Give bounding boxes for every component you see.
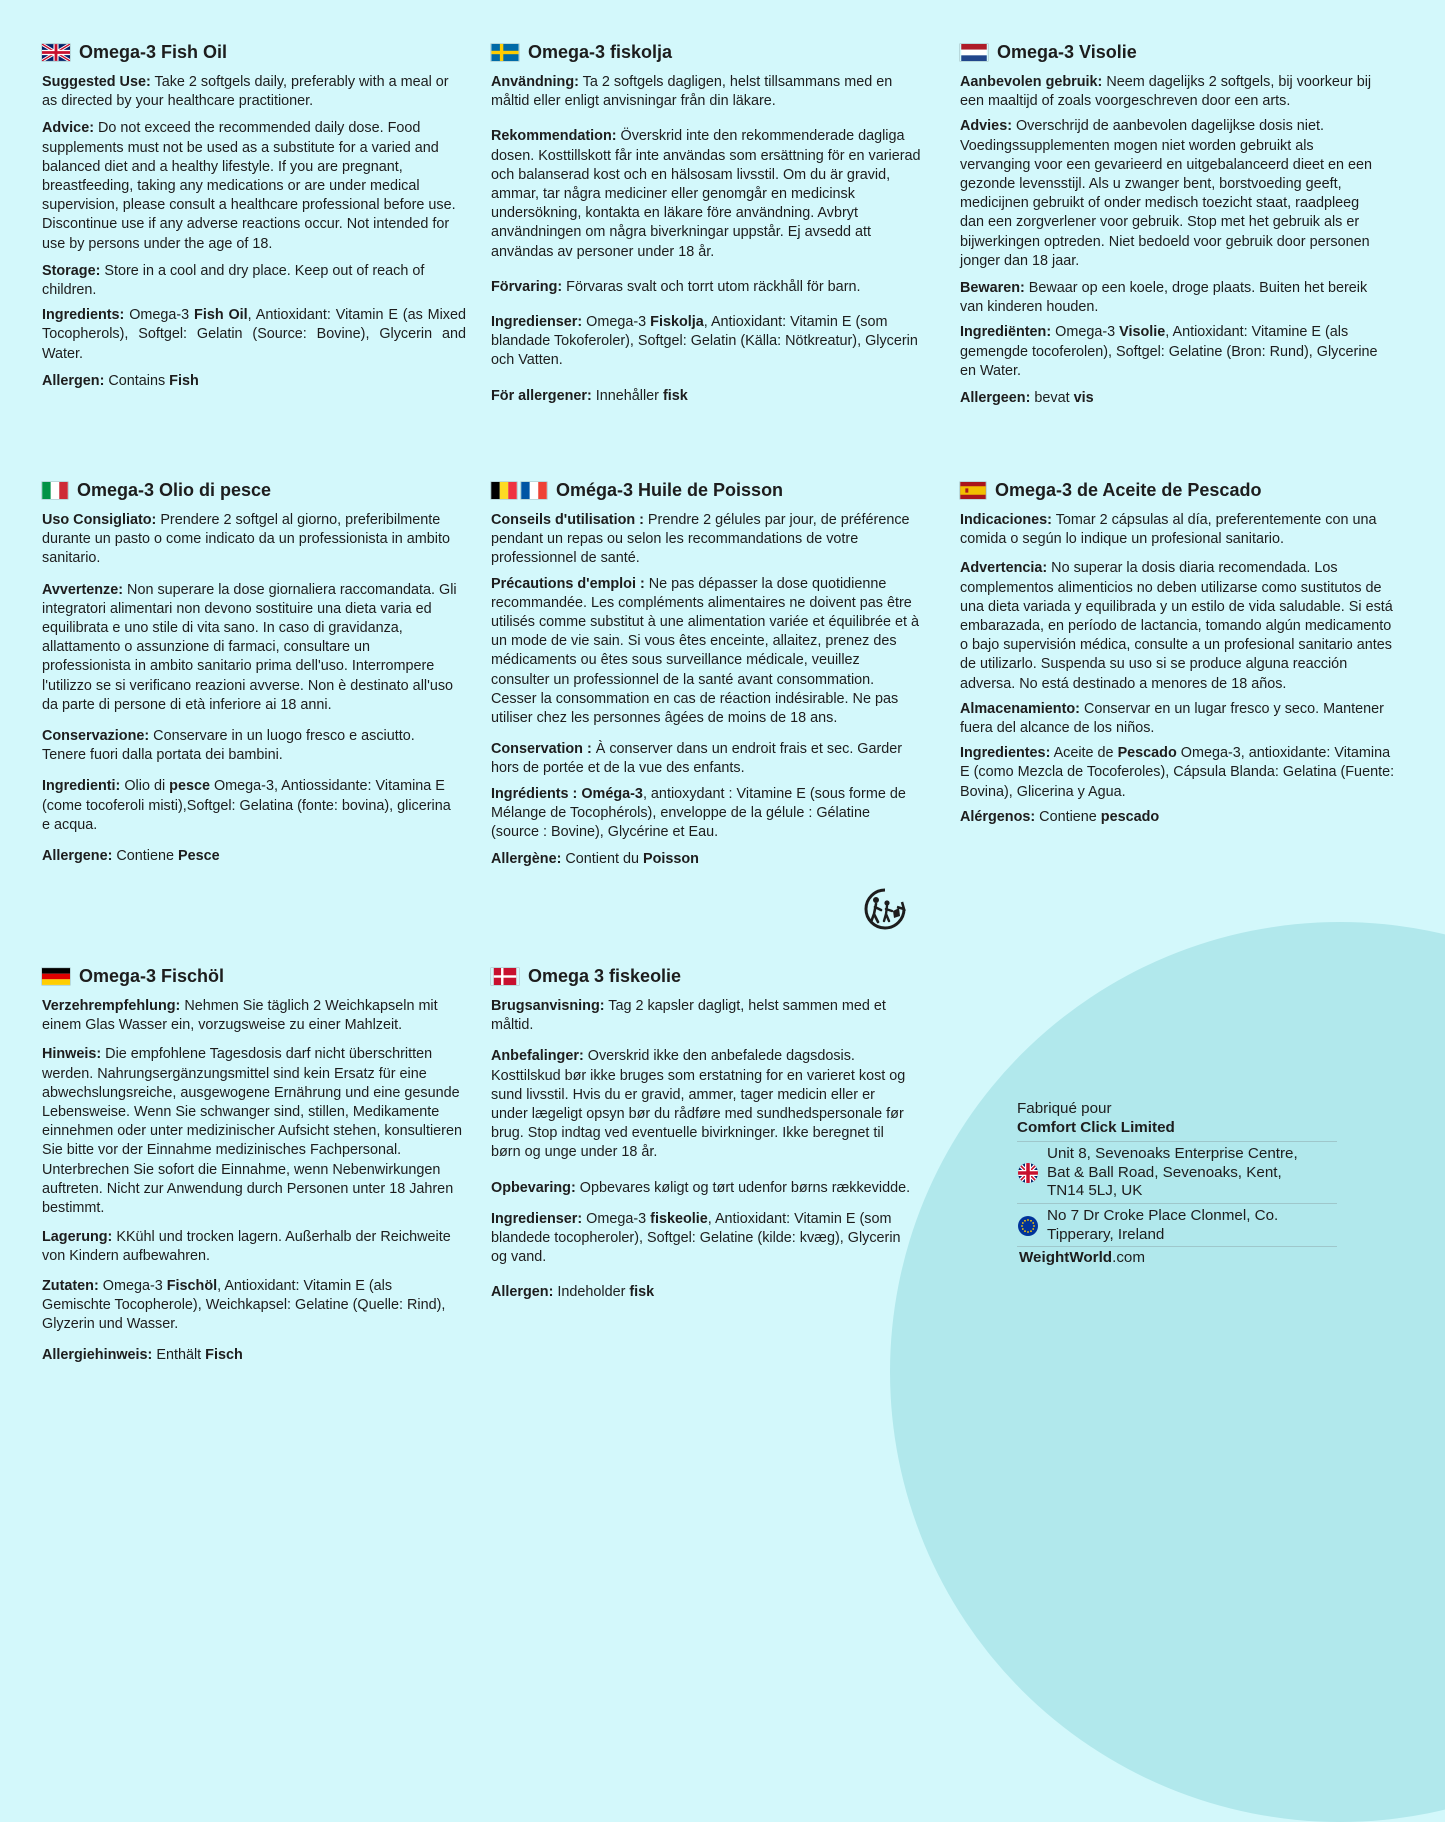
usage-text: Aanbevolen gebruik: Neem dagelijks 2 softgels, bij voorkeur bij een maaltijd of zoals voorgeschreven door een arts. — [960, 74, 1372, 110]
allergen-text: Allergen: Contains Fish — [42, 372, 199, 389]
allergen-text: Allergene: Contiene Pesce — [42, 848, 220, 865]
ingredients-text: Ingrediënten: Omega-3 Visolie, Antioxidant: Vitamine E (als gemengde tocoferolen), Softgel: Gelatine (Bron: Rund), Glycerine en Water. — [960, 324, 1378, 379]
advice-text: Hinweis: Die empfohlene Tagesdosis darf nicht überschritten werden. Nahrungsergänzungsmittel sind kein Ersatz für eine abwechslungsreiche, ausgewogene Ernährung und eine gesunde Lebensweise. Wenn Sie schwanger sind, stillen, Medikamente einnehmen oder unter medizinischer Aufsicht stehen, konsultieren Sie bitte vor der Einnahme medizinisches Fachpersonal. Unterbrechen Sie sofort die Einnahme, wenn Nebenwirkungen auftreten. Nicht zur Anwendung durch Personen unter 18 Jahren bestimmt. — [42, 1046, 462, 1217]
allergen-text: För allergener: Innehåller fisk — [491, 387, 688, 404]
usage-text: Suggested Use: Take 2 softgels daily, preferably with a meal or as directed by your healthcare practitioner. — [42, 74, 449, 110]
advice-text: Advies: Overschrijd de aanbevolen dagelijkse dosis niet. Voedingssupplementen mogen niet worden gebruikt als vervanging voor een gevarieerd en uitgebalanceerd dieet en een gezonde levensstijl. Als u zwanger bent, borstvoeding geeft, medicijnen gebruikt of onder medisch toezicht staat, raadpleeg dan een zorgverlener voor gebruik. Stop met het gebruik als er bijwerkingen optreden. Niet bedoeld voor gebruik door personen jonger dan 18 jaar. — [960, 118, 1373, 269]
triman-icon — [862, 886, 908, 932]
advice-text: Advertencia: No superar la dosis diaria recomendada. Los complementos alimenticios no deben utilizarse como sustitutos de una dieta variada y equilibrada y un estilo de vida saludable. Si está embarazada, en período de lactancia, tomando algún medicamento o bajo supervisión médica, consulte a un profesional sanitario antes de utilizarlo. Suspenda su uso si se produce alguna reacción adversa. No está destinado a menores de 18 años. — [960, 560, 1393, 692]
denmark-flag-icon — [491, 968, 519, 985]
section-german — [42, 963, 462, 1373]
usage-text: Brugsanvisning: Tag 2 kapsler dagligt, helst sammen med et måltid. — [491, 998, 886, 1034]
usage-text: Verzehrempfehlung: Nehmen Sie täglich 2 Weichkapseln mit einem Glas Wasser ein, vorzugsweise zu einer Mahlzeit. — [42, 998, 438, 1034]
ireland-address: No 7 Dr Croke Place Clonmel, Co. Tipperary, Ireland — [1017, 1204, 1337, 1246]
section-italian — [42, 477, 462, 874]
ingredients-text: Ingredienser: Omega-3 Fiskolja, Antioxidant: Vitamin E (som blandade Tokoferoler), Softgel: Gelatin (Källa: Nötkreatur), Glycerin och Vatten. — [491, 314, 918, 369]
website-link[interactable]: WeightWorld.com — [1019, 1249, 1146, 1267]
section-title: Omega-3 Fish Oil — [42, 39, 466, 65]
usage-text: Conseils d'utilisation : Prendre 2 gélules par jour, de préférence pendant un repas ou selon les recommandations de votre professionnel de santé. — [491, 512, 910, 567]
section-title: Omega-3 Fischöl — [42, 963, 462, 989]
section-danish — [491, 963, 915, 1311]
company-name: Comfort Click Limited — [1017, 1118, 1175, 1136]
eu-flag-icon — [1017, 1215, 1039, 1237]
storage-text: Opbevaring: Opbevares køligt og tørt udenfor børns rækkevidde. — [491, 1179, 911, 1196]
section-title: Omega 3 fiskeolie — [491, 963, 915, 989]
allergen-text: Allergeen: bevat vis — [960, 390, 1094, 407]
allergen-text: Alérgenos: Contiene pescado — [960, 808, 1160, 825]
section-french — [491, 477, 919, 877]
storage-text: Förvaring: Förvaras svalt och torrt utom räckhåll för barn. — [491, 278, 861, 295]
advice-text: Avvertenze: Non superare la dose giornaliera raccomandata. Gli integratori alimentari non devono sostituire una dieta varia ed equilibrata e uno stile di vita sano. In caso di gravidanza, allattamento o assunzione di farmaci, consultare un professionista in ambito sanitario prima dell'uso. Interrompere l'utilizzo se si verificano reazioni avverse. Non è destinato all'uso da parte di persone di età inferiore ai 18 anni. — [42, 581, 457, 713]
uk-flag-icon — [1017, 1162, 1039, 1184]
belgium-flag-icon — [491, 482, 517, 499]
section-dutch — [960, 39, 1380, 416]
decorative-circle — [890, 922, 1445, 1822]
manufacturer-info — [1017, 1100, 1337, 1268]
allergen-text: Allergen: Indeholder fisk — [491, 1284, 655, 1301]
ingredients-text: Ingredients: Omega-3 Fish Oil, Antioxidant: Vitamin E (as Mixed Tocopherols), Softgel: Gelatin (Source: Bovine), Glycerin and Water. — [42, 307, 466, 362]
storage-text: Conservation : À conserver dans un endroit frais et sec. Garder hors de portée et de la vue des enfants. — [491, 741, 903, 777]
germany-flag-icon — [42, 968, 70, 985]
section-title: Omega-3 Visolie — [960, 39, 1380, 65]
uk-flag-icon — [42, 44, 70, 61]
section-title: Omega-3 de Aceite de Pescado — [960, 477, 1396, 503]
storage-text: Storage: Store in a cool and dry place. Keep out of reach of children. — [42, 262, 425, 299]
storage-text: Lagerung: KKühl und trocken lagern. Außerhalb der Reichweite von Kindern aufbewahren. — [42, 1229, 451, 1265]
usage-text: Indicaciones: Tomar 2 cápsulas al día, preferentemente con una comida o según lo indique un profesional sanitario. — [960, 512, 1377, 548]
ingredients-text: Ingrédients : Oméga-3, antioxydant : Vitamine E (sous forme de Mélange de Tocophérols), enveloppe de la gélule : Gélatine (source : Bovine), Glycérine et Eau. — [491, 785, 906, 841]
section-title: Omega-3 fiskolja — [491, 39, 923, 65]
section-swedish — [491, 39, 923, 414]
made-for-label: Fabriqué pour — [1017, 1100, 1112, 1117]
allergen-text: Allergiehinweis: Enthält Fisch — [42, 1347, 243, 1364]
france-flag-icon — [521, 482, 547, 499]
usage-text: Användning: Ta 2 softgels dagligen, helst tillsammans med en måltid eller enligt anvisningar från din läkare. — [491, 74, 893, 110]
sweden-flag-icon — [491, 44, 519, 61]
spain-flag-icon — [960, 482, 986, 499]
ingredients-text: Ingredienser: Omega-3 fiskeolie, Antioxidant: Vitamin E (som blandede tocopheroler), Softgel: Gelatine (kilde: kvæg), Glycerin og vand. — [491, 1210, 901, 1266]
advice-text: Rekommendation: Överskrid inte den rekommenderade dagliga dosen. Kosttillskott får inte användas som ersättning för en varierad och balanserad kost och en hälsosam livsstil. Om du är gravid, ammar, tar några mediciner eller genomgår en medicinsk undersökning, kontakta en läkare före användning. Avbryt användningen om några biverkningar uppstår. Ej avsedd att användas av personer under 18 år. — [491, 128, 921, 260]
netherlands-flag-icon — [960, 44, 988, 61]
divider — [1017, 1246, 1337, 1247]
ingredients-text: Zutaten: Omega-3 Fischöl, Antioxidant: Vitamin E (als Gemischte Tocopherole), Weichkapsel: Gelatine (Quelle: Rind), Glyzerin und Wasser. — [42, 1277, 446, 1333]
storage-text: Conservazione: Conservare in un luogo fresco e asciutto. Tenere fuori dalla portata dei bambini. — [42, 728, 415, 764]
usage-text: Uso Consigliato: Prendere 2 softgel al giorno, preferibilmente durante un pasto o come indicato da un professionista in ambito sanitario. — [42, 512, 450, 567]
section-spanish — [960, 477, 1396, 835]
advice-text: Précautions d'emploi : Ne pas dépasser la dose quotidienne recommandée. Les compléments alimentaires ne doivent pas être utilisés comme substitut à une alimentation variée et équilibrée et à un mode de vie sain. Si vous êtes enceinte, allaitez, prenez des médicaments ou êtes sous surveillance médicale, veuillez consulter un professionnel de la santé avant consommation. Cesser la consommation en cas de réaction indésirable. Ne pas utiliser chez les personnes âgées de moins de 18 ans. — [491, 575, 919, 727]
italy-flag-icon — [42, 482, 68, 499]
storage-text: Almacenamiento: Conservar en un lugar fresco y seco. Mantener fuera del alcance de los niños. — [960, 700, 1384, 737]
advice-text: Advice: Do not exceed the recommended daily dose. Food supplements must not be used as a substitute for a varied and balanced diet and a healthy lifestyle. If you are pregnant, breastfeeding, taking any medications or are under medical supervision, please consult a healthcare professional before use. Discontinue use if any adverse reactions occur. Not intended for use by persons under the age of 18. — [42, 120, 456, 252]
uk-address: Unit 8, Sevenoaks Enterprise Centre, Bat & Ball Road, Sevenoaks, Kent, TN14 5LJ, UK — [1017, 1142, 1337, 1203]
section-title: Omega-3 Olio di pesce — [42, 477, 462, 503]
ingredients-text: Ingredienti: Olio di pesce Omega-3, Antiossidante: Vitamina E (come tocoferoli misti),Softgel: Gelatina (fonte: bovina), glicerina e acqua. — [42, 778, 451, 833]
storage-text: Bewaren: Bewaar op een koele, droge plaats. Buiten het bereik van kinderen houden. — [960, 280, 1368, 316]
section-title: Oméga-3 Huile de Poisson — [491, 477, 919, 503]
ingredients-text: Ingredientes: Aceite de Pescado Omega-3, antioxidante: Vitamina E (como Mezcla de Tocoferoles), Cápsula Blanda: Gelatina (Fuente: Bovina), Glicerina y Agua. — [960, 745, 1395, 800]
allergen-text: Allergène: Contient du Poisson — [491, 851, 699, 868]
section-english — [42, 39, 466, 399]
advice-text: Anbefalinger: Overskrid ikke den anbefalede dagsdosis. Kosttilskud bør ikke bruges som erstatning for en varieret kost og sund livsstil. Hvis du er gravid, ammer, tager medicin eller er under lægeligt opsyn bør du rådføre med sundhedspersonale før brug. Stop indtag ved eventuelle bivirkninger. Ikke beregnet til børn og unge under 18 år. — [491, 1048, 906, 1161]
